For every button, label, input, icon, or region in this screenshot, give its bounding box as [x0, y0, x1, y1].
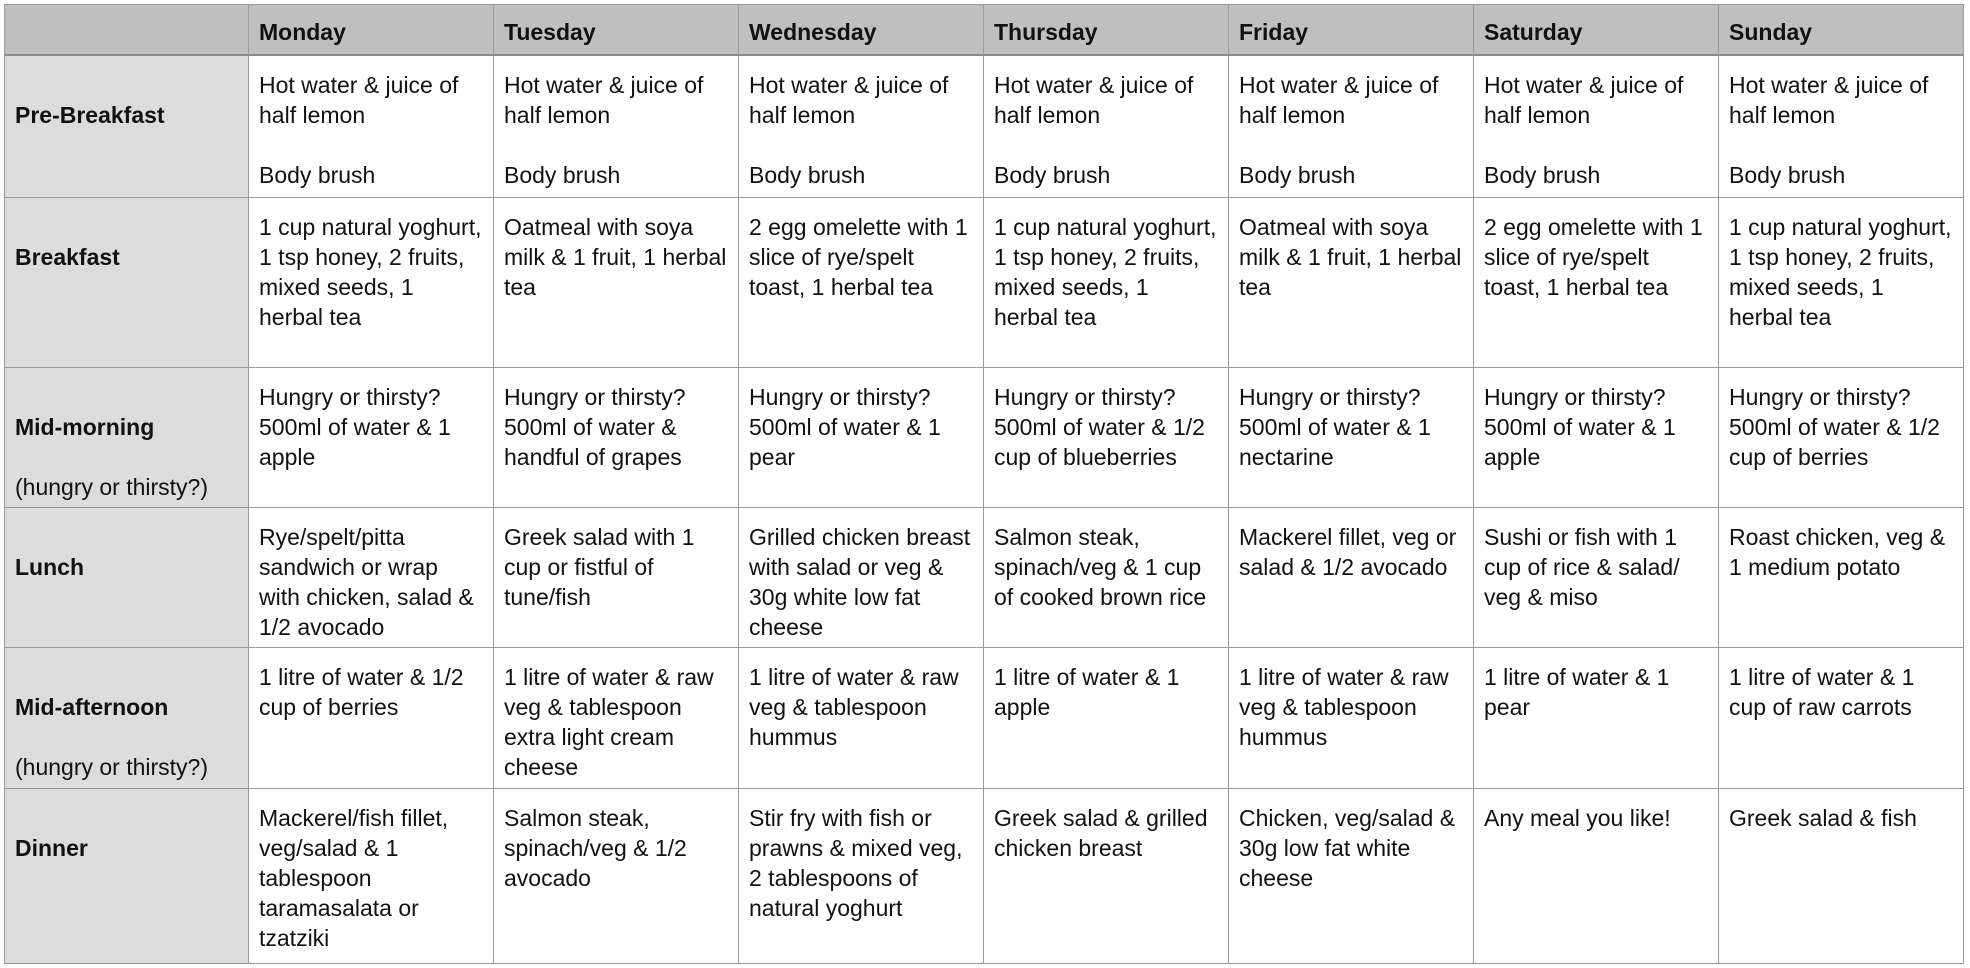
table-cell: 1 cup natural yoghurt, 1 tsp honey, 2 fruits, mixed seeds, 1 herbal tea	[1719, 198, 1964, 368]
table-cell: Stir fry with fish or prawns & mixed veg, 2 tablespoons of natural yoghurt	[739, 789, 984, 964]
table-corner	[5, 5, 249, 56]
table-cell: Hot water & juice of half lemon Body brush	[984, 56, 1229, 198]
row-header-mid-morning	[5, 368, 249, 508]
table-cell: Greek salad & grilled chicken breast	[984, 789, 1229, 964]
table-cell: Greek salad & fish	[1719, 789, 1964, 964]
table-cell: 1 litre of water & 1 pear	[1474, 648, 1719, 789]
table-cell: 1 litre of water & 1 cup of raw carrots	[1719, 648, 1964, 789]
table-cell: Grilled chicken breast with salad or veg & 30g white low fat cheese	[739, 508, 984, 648]
table-cell: Hot water & juice of half lemon Body brush	[1474, 56, 1719, 198]
day-header-monday: Monday	[249, 5, 494, 56]
table-cell: Salmon steak, spinach/veg & 1 cup of cooked brown rice	[984, 508, 1229, 648]
table-cell: Mackerel fillet, veg or salad & 1/2 avocado	[1229, 508, 1474, 648]
table-cell: 1 litre of water & raw veg & tablespoon hummus	[739, 648, 984, 789]
table-cell: Hungry or thirsty? 500ml of water & 1 nectarine	[1229, 368, 1474, 508]
table-cell: Hungry or thirsty? 500ml of water & 1 apple	[249, 368, 494, 508]
table-cell: 2 egg omelette with 1 slice of rye/spelt toast, 1 herbal tea	[739, 198, 984, 368]
table-cell: Sushi or fish with 1 cup of rice & salad/ veg & miso	[1474, 508, 1719, 648]
row-label: Pre-Breakfast	[15, 102, 165, 128]
day-header-saturday: Saturday	[1474, 5, 1719, 56]
table-cell: Hungry or thirsty? 500ml of water & 1 pear	[739, 368, 984, 508]
day-header-thursday: Thursday	[984, 5, 1229, 56]
table-cell: 1 cup natural yoghurt, 1 tsp honey, 2 fruits, mixed seeds, 1 herbal tea	[249, 198, 494, 368]
row-label: Dinner	[15, 835, 88, 861]
day-header-wednesday: Wednesday	[739, 5, 984, 56]
table-cell: Hot water & juice of half lemon Body brush	[1229, 56, 1474, 198]
meal-plan-table	[4, 4, 1965, 964]
table-cell: Rye/spelt/pitta sandwich or wrap with chicken, salad & 1/2 avocado	[249, 508, 494, 648]
table-cell: Oatmeal with soya milk & 1 fruit, 1 herbal tea	[1229, 198, 1474, 368]
table-cell: Hot water & juice of half lemon Body brush	[249, 56, 494, 198]
table-cell: Greek salad with 1 cup or fistful of tune/fish	[494, 508, 739, 648]
row-label: Lunch	[15, 554, 84, 580]
table-cell: 1 cup natural yoghurt, 1 tsp honey, 2 fruits, mixed seeds, 1 herbal tea	[984, 198, 1229, 368]
table-cell: Any meal you like!	[1474, 789, 1719, 964]
table-cell: Roast chicken, veg & 1 medium potato	[1719, 508, 1964, 648]
table-cell: Hot water & juice of half lemon Body brush	[1719, 56, 1964, 198]
row-sublabel: (hungry or thirsty?)	[15, 754, 209, 780]
table-cell: 1 litre of water & raw veg & tablespoon extra light cream cheese	[494, 648, 739, 789]
row-sublabel: (hungry or thirsty?)	[15, 474, 209, 500]
table-cell: 1 litre of water & raw veg & tablespoon hummus	[1229, 648, 1474, 789]
table-cell: Hot water & juice of half lemon Body brush	[494, 56, 739, 198]
row-label: Mid-afternoon	[15, 694, 169, 720]
table-cell: Salmon steak, spinach/veg & 1/2 avocado	[494, 789, 739, 964]
row-header-lunch	[5, 508, 249, 648]
table-cell: Hungry or thirsty? 500ml of water & handful of grapes	[494, 368, 739, 508]
table-cell: Hot water & juice of half lemon Body brush	[739, 56, 984, 198]
row-label: Breakfast	[15, 244, 120, 270]
row-label: Mid-morning	[15, 414, 155, 440]
table-cell: Mackerel/fish fillet, veg/salad & 1 tablespoon taramasalata or tzatziki	[249, 789, 494, 964]
day-header-friday: Friday	[1229, 5, 1474, 56]
row-header-pre-breakfast	[5, 56, 249, 198]
day-header-tuesday: Tuesday	[494, 5, 739, 56]
row-header-breakfast	[5, 198, 249, 368]
table-cell: Chicken, veg/salad & 30g low fat white cheese	[1229, 789, 1474, 964]
table-cell: Hungry or thirsty? 500ml of water & 1 apple	[1474, 368, 1719, 508]
table-cell: 2 egg omelette with 1 slice of rye/spelt toast, 1 herbal tea	[1474, 198, 1719, 368]
table-cell: Hungry or thirsty? 500ml of water & 1/2 cup of blueberries	[984, 368, 1229, 508]
table-cell: 1 litre of water & 1/2 cup of berries	[249, 648, 494, 789]
day-header-sunday: Sunday	[1719, 5, 1964, 56]
table-cell: 1 litre of water & 1 apple	[984, 648, 1229, 789]
row-header-mid-afternoon	[5, 648, 249, 789]
table-cell: Oatmeal with soya milk & 1 fruit, 1 herbal tea	[494, 198, 739, 368]
row-header-dinner	[5, 789, 249, 964]
table-cell: Hungry or thirsty? 500ml of water & 1/2 cup of berries	[1719, 368, 1964, 508]
